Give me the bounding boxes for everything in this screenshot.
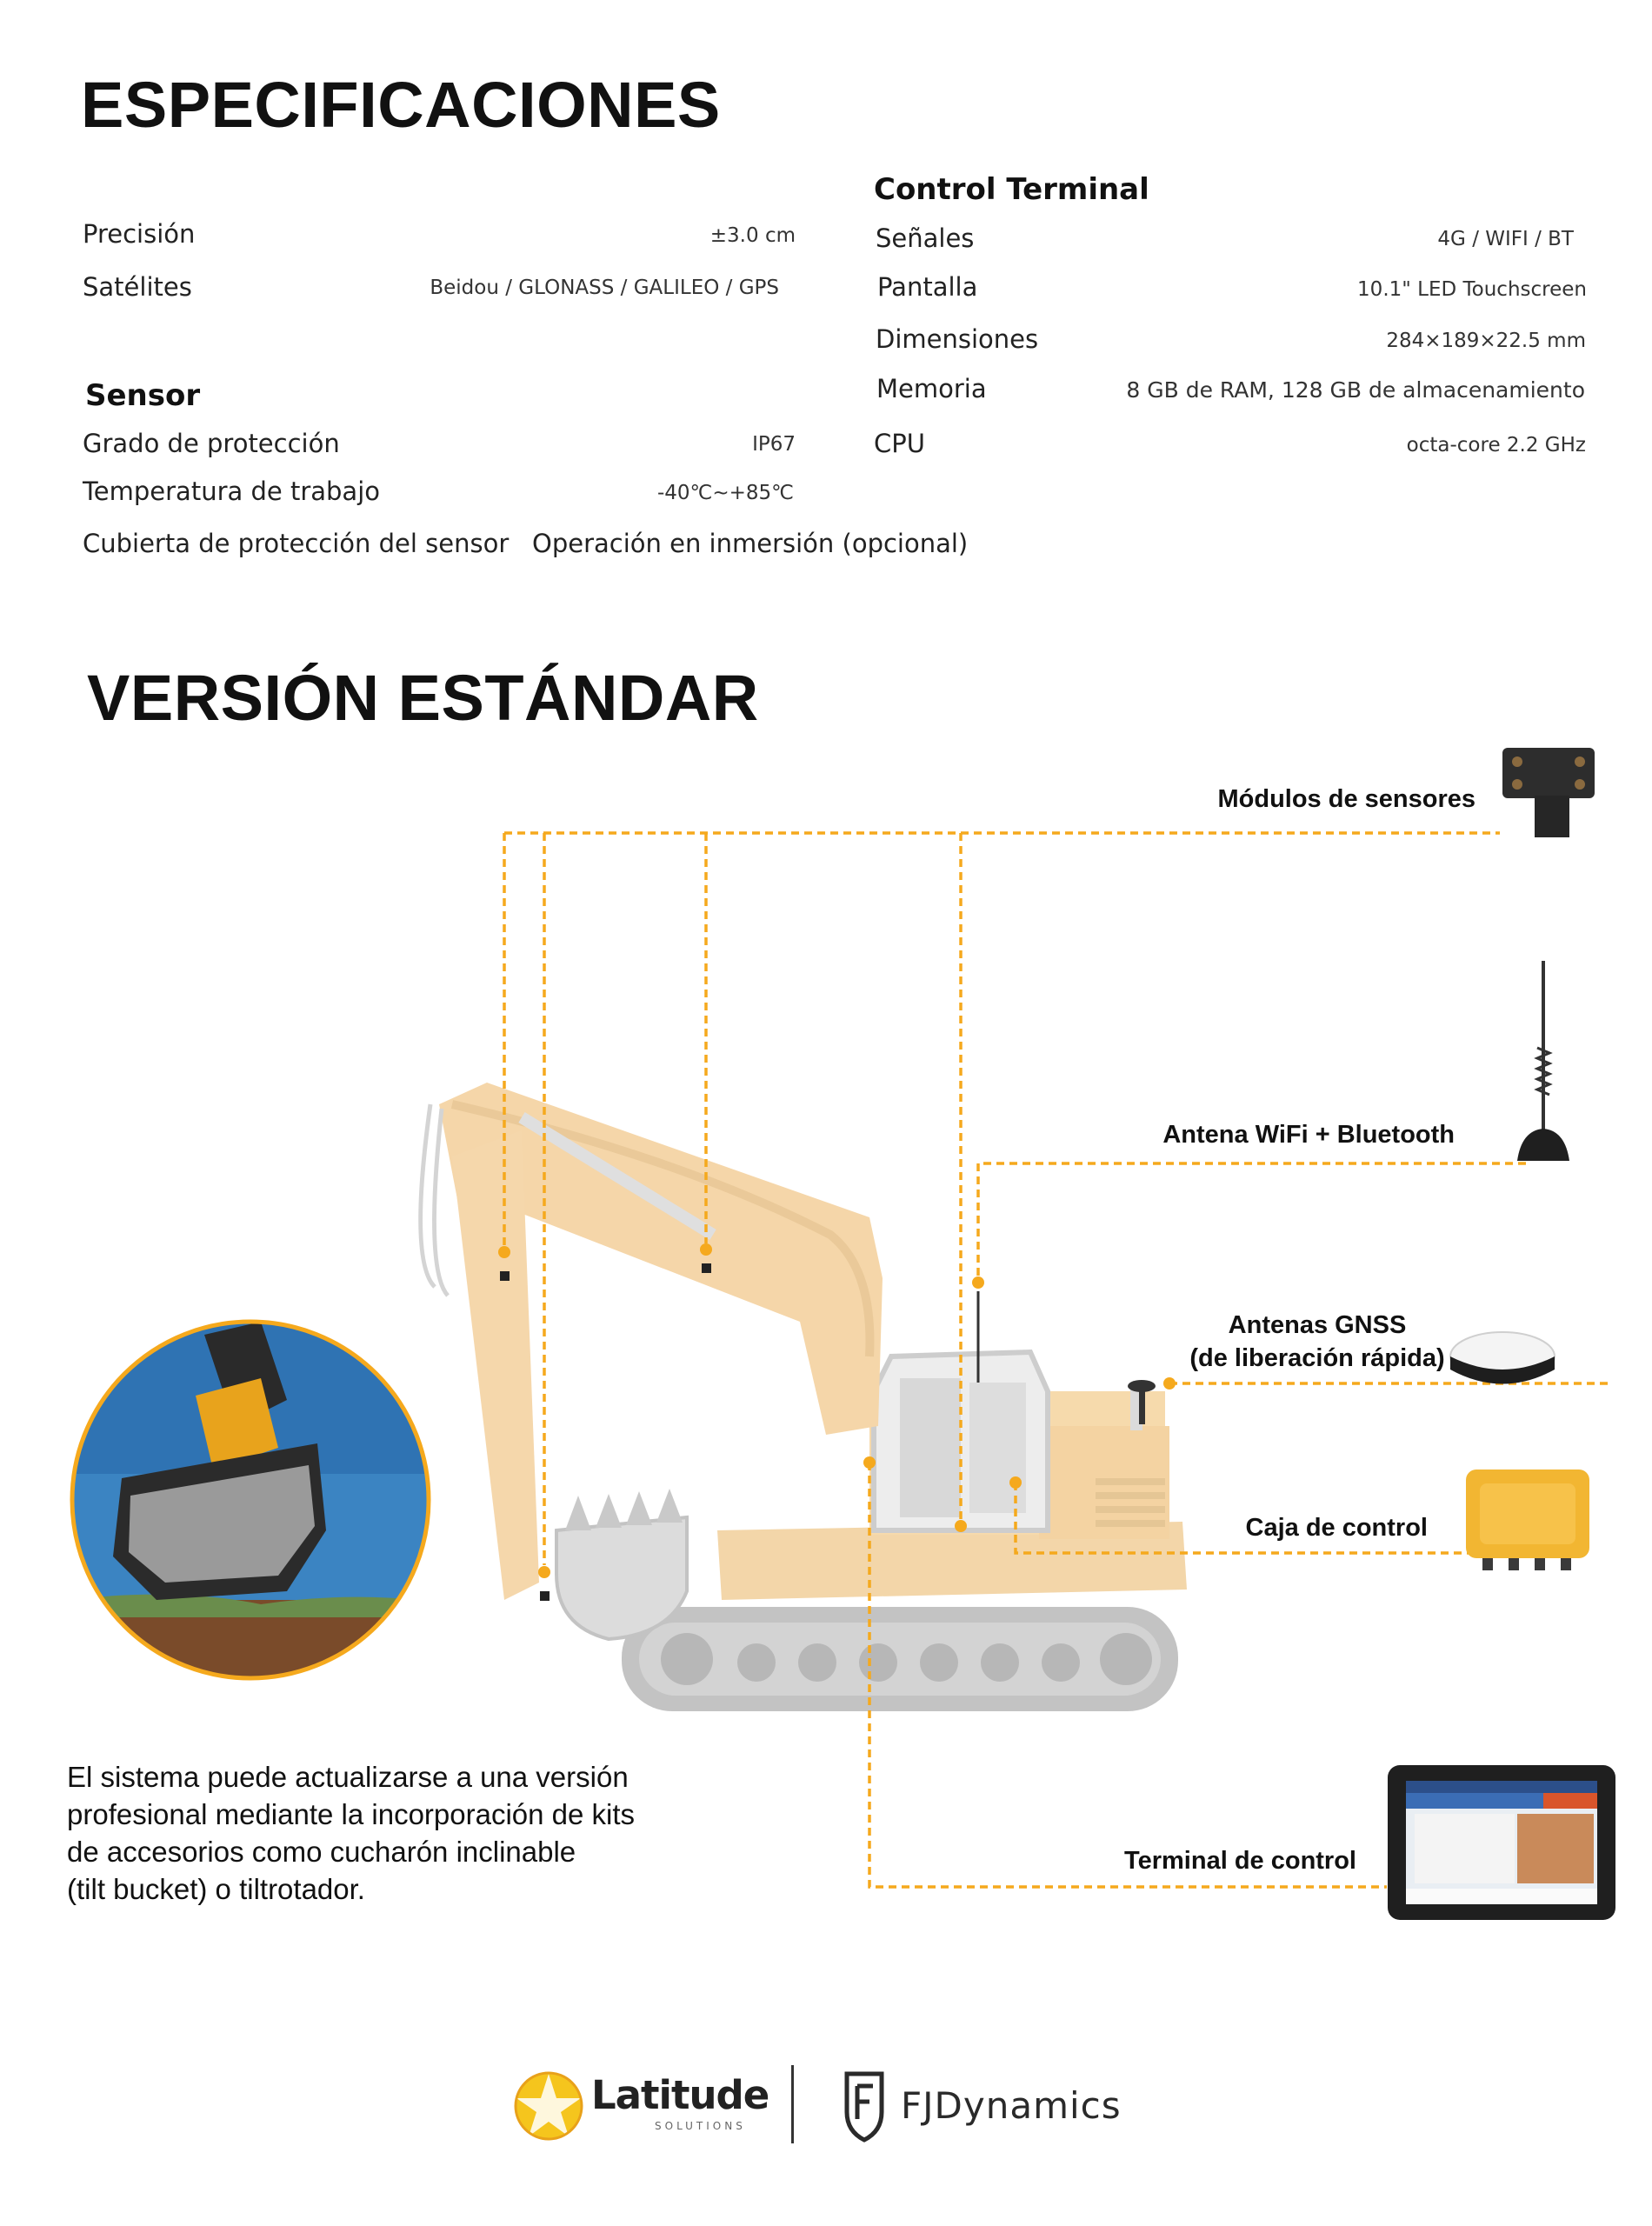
spec-label-precision: Precisión [83,219,196,249]
upgrade-line-4: (tilt bucket) o tiltrotador. [67,1873,365,1905]
sensor-heading: Sensor [85,378,201,413]
spec-label-memory: Memoria [876,374,987,403]
label-gnss-line1: Antenas GNSS [1228,1311,1407,1339]
fjd-logo-icon [842,2069,887,2143]
spec-value-precision: ±3.0 cm [709,224,796,247]
footer-logos [511,2065,1137,2161]
standard-title: VERSIÓN ESTÁNDAR [87,662,759,734]
label-control-terminal: Terminal de control [1124,1847,1356,1875]
spec-value-temperature: -40℃~+85℃ [656,482,794,504]
gnss-antenna-image [1450,1332,1555,1384]
upgrade-paragraph [67,1758,635,1908]
spec-value-screen: 10.1" LED Touchscreen [1357,278,1587,301]
spec-value-satellites: Beidou / GLONASS / GALILEO / GPS [430,277,779,299]
footer-divider [791,2065,794,2143]
label-gnss-line2: (de liberación rápida) [1189,1344,1445,1372]
spec-label-sensor-cover: Cubierta de protección del sensor [83,529,510,558]
spec-value-signals: 4G / WIFI / BT [1437,228,1574,250]
upgrade-line-2: profesional mediante la incorporación de kits [67,1798,636,1830]
excavator-illustration [421,1083,1187,1711]
tilt-bucket-inset [70,1317,435,1687]
excavator-body [717,1352,1187,1600]
specs-title: ESPECIFICACIONES [81,69,721,141]
spec-label-cpu: CPU [874,429,925,458]
control-box-image [1466,1470,1589,1570]
latitude-sub: SOLUTIONS [655,2120,746,2132]
spec-label-satellites: Satélites [83,272,192,302]
spec-label-temperature: Temperatura de trabajo [83,477,380,506]
sensor-module-image [1502,748,1595,837]
spec-value-sensor-cover: Operación en inmersión (opcional) [532,529,969,558]
spec-label-dimensions: Dimensiones [876,324,1039,354]
latitude-brand: Latitude [591,2072,769,2118]
label-gnss [1169,1309,1465,1375]
spec-label-screen: Pantalla [877,272,978,302]
control-terminal-heading: Control Terminal [874,172,1149,207]
control-terminal-image [1388,1765,1615,1920]
spec-label-signals: Señales [876,223,975,253]
excavator-bucket [556,1489,687,1639]
label-control-box: Caja de control [1245,1514,1428,1542]
latitude-logo-icon [511,2069,586,2143]
spec-value-dimensions: 284×189×22.5 mm [1386,330,1586,352]
label-sensor-modules: Módulos de sensores [1217,785,1475,813]
spec-value-memory: 8 GB de RAM, 128 GB de almacenamiento [1126,377,1585,403]
upgrade-line-3: de accesorios como cucharón inclinable [67,1836,576,1868]
spec-label-protection: Grado de protección [83,429,340,458]
label-wifi-antenna: Antena WiFi + Bluetooth [1162,1121,1455,1149]
spec-value-protection: IP67 [752,433,796,456]
upgrade-line-1: El sistema puede actualizarse a una versión [67,1761,629,1793]
fjd-brand: FJDynamics [901,2084,1122,2127]
spec-value-cpu: octa-core 2.2 GHz [1406,434,1586,457]
wifi-antenna-image [1517,961,1569,1161]
excavator-tracks [622,1607,1178,1711]
